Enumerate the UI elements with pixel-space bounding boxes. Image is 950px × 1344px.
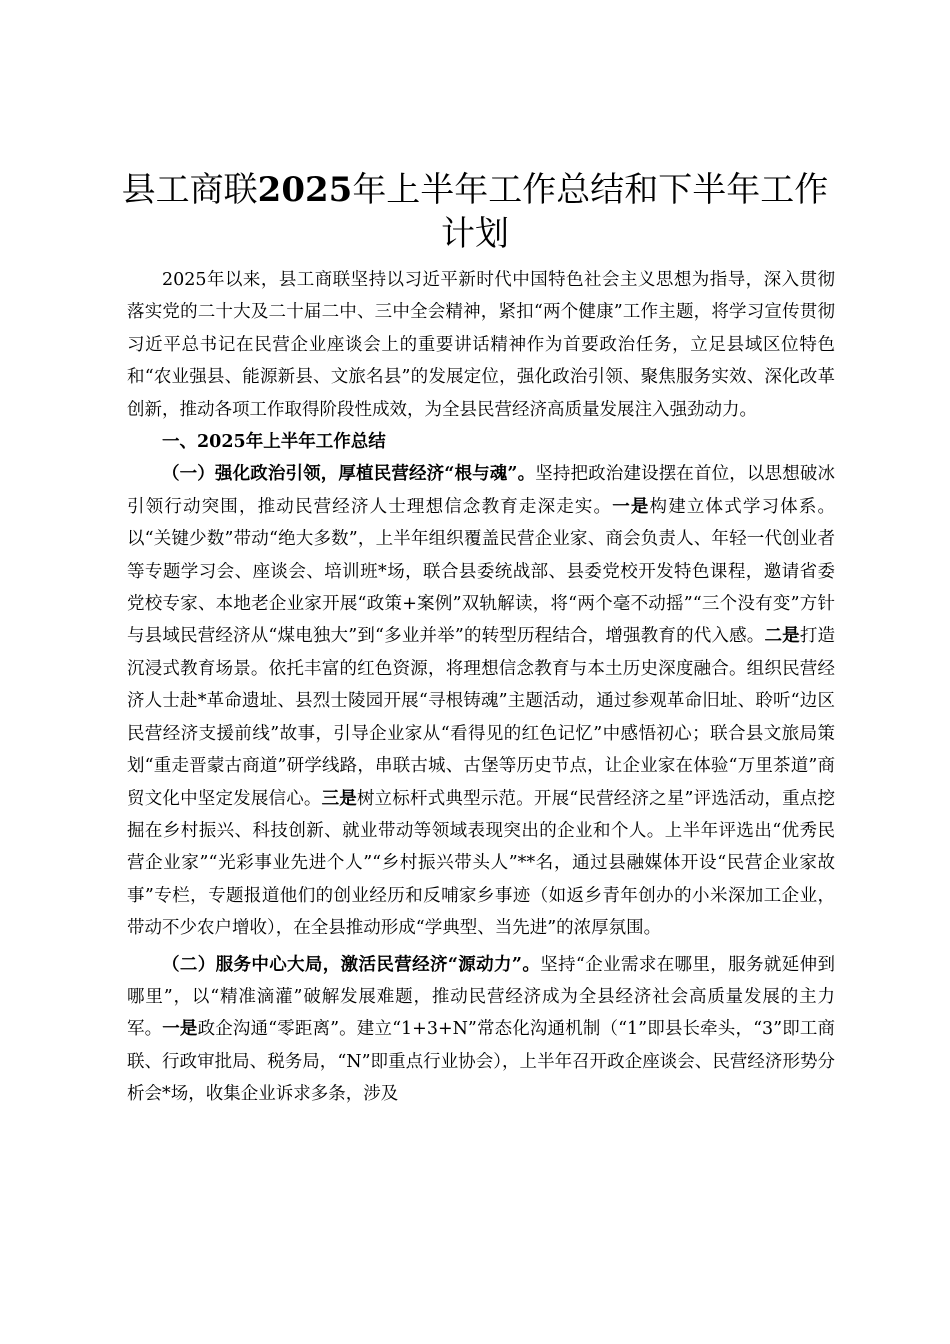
section-heading: 一、2025年上半年工作总结 <box>162 432 386 453</box>
part1-text-3: 打造沉浸式教育场景。依托丰富的红色资源，将理想信念教育与本土历史深度融合。组织民营经济人士赴*革命遗址、县烈士陵园开展“寻根铸魂”主题活动，通过参观革命旧址、聆听“边区民营经济支援前线”故事，引导企业家从“看得见的红色记忆”中感悟初心；联合县文旅局策划“重走晋蒙古商道”研学线路，串联古城、古堡等历史节点，让企业家在体验“万里茶道”商贸文化中坚定发展信心。 <box>127 626 836 809</box>
intro-paragraph: 2025年以来，县工商联坚持以习近平新时代中国特色社会主义思想为指导，深入贯彻落实党的二十大及二十届二中、三中全会精神，紧扣“两个健康”工作主题，将学习宣传贯彻习近平总书记在民营企业座谈会上的重要讲话精神作为首要政治任务，立足县域区位特色和“农业强县、能源新县、文旅名县”的发展定位，强化政治引领、聚焦服务实效、深化改革创新，推动各项工作取得阶段性成效，为全县民营经济高质量发展注入强劲动力。 <box>127 270 835 420</box>
paragraph-part2 <box>127 949 835 1111</box>
document-title <box>110 168 840 256</box>
title-year: 2025 <box>257 170 353 210</box>
title-rest: 年上半年工作总结和下半年工作计划 <box>352 170 829 254</box>
title-prefix: 县工商联 <box>121 170 258 210</box>
part2-text-1: 坚持“企业需求在哪里，服务就延伸到哪里”，以“精准滴灌”破解发展难题，推动民营经济成为全县经济社会高质量发展的主力军。 <box>127 954 835 1040</box>
part1-text-1: 坚持把政治建设摆在首位，以思想破冰引领行动突围，推动民营经济人士理想信念教育走深走实。 <box>127 464 835 517</box>
document-body <box>127 264 835 1111</box>
paragraph-part1 <box>127 458 835 944</box>
part2-text-2: 政企沟通“零距离”。建立“1+3+N”常态化沟通机制（“1”即县长牵头，“3”即工商联、行政审批局、税务局，“N”即重点行业协会），上半年召开政企座谈会、民营经济形势分析会*场，收集企业诉求多条，涉及 <box>127 1019 836 1105</box>
part1-text-2: 构建立体式学习体系。以“关键少数”带动“绝大多数”，上半年组织覆盖民营企业家、商会负责人、年轻一代创业者等专题学习会、座谈会、培训班*场，联合县委统战部、县委党校开发特色课程，邀请省委党校专家、本地老企业家开展“政策+案例”双轨解读，将“两个毫不动摇”“三个没有变”方针与县域民营经济从“煤电独大”到“多业并举”的转型历程结合，增强教育的代入感。 <box>127 496 836 647</box>
part1-key-1: 一是 <box>612 496 650 517</box>
part2-lead: （二）服务中心大局，激活民营经济“源动力”。 <box>162 954 541 975</box>
part2-key-1: 一是 <box>162 1019 198 1040</box>
part1-text-4: 树立标杆式典型示范。开展“民营经济之星”评选活动，重点挖掘在乡村振兴、科技创新、就业带动等领域表现突出的企业和个人。上半年评选出“优秀民营企业家”“光彩事业先进个人”“乡村振兴带头人”**名，通过县融媒体开设“民营企业家故事”专栏，专题报道他们的创业经历和反哺家乡事迹（如返乡青年创办的小米深加工企业，带动不少农户增收），在全县推动形成“学典型、当先进”的浓厚氛围。 <box>127 788 836 939</box>
part1-key-3: 三是 <box>321 788 357 809</box>
part1-key-2: 二是 <box>764 626 800 647</box>
part1-lead: （一）强化政治引领，厚植民营经济“根与魂”。 <box>162 464 536 485</box>
